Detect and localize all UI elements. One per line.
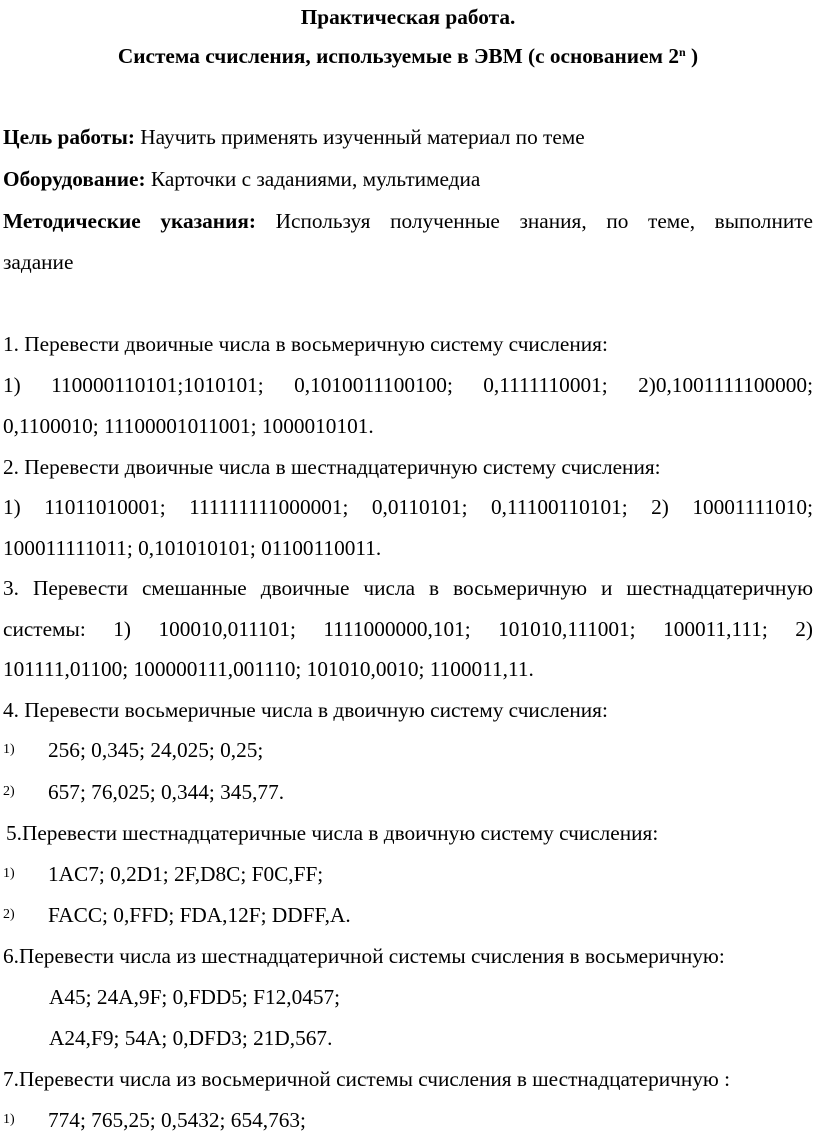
document-title: Практическая работа. xyxy=(300,5,516,29)
task-1-line-1: 1) 110000110101;1010101; 0,1010011100100; 0,1111110001; 2)0,1001111100000; xyxy=(3,373,813,397)
task-4-item-2-number: 2) xyxy=(3,784,15,799)
task-5-title: 5.Перевести шестнадцатеричные числа в двоичную систему счисления: xyxy=(6,821,659,845)
task-4-item-1-number: 1) xyxy=(3,742,15,757)
task-4-item-1: 256; 0,345; 24,025; 0,25; xyxy=(48,738,264,762)
instructions-label: Методические указания: xyxy=(3,209,256,233)
task-5-item-1-number: 1) xyxy=(3,866,15,881)
task-4-item-2: 657; 76,025; 0,344; 345,77. xyxy=(48,780,285,804)
task-7-item-1: 774; 765,25; 0,5432; 654,763; xyxy=(48,1108,306,1132)
task-2-line-2: 100011111011; 0,101010101; 01100110011. xyxy=(3,536,382,560)
task-1-line-2: 0,1100010; 11100001011001; 1000010101. xyxy=(3,414,374,438)
goal-text: Научить применять изученный материал по теме xyxy=(134,125,585,149)
document-subtitle xyxy=(0,43,816,69)
task-4-title: 4. Перевести восьмеричные числа в двоичную систему счисления: xyxy=(3,698,608,722)
task-7-item-1-number: 1) xyxy=(3,1112,15,1127)
task-6-title: 6.Перевести числа из шестнадцатеричной системы счисления в восьмеричную: xyxy=(3,944,725,968)
instructions-text: Используя полученные знания, по теме, выполните xyxy=(255,209,813,233)
instructions-line-2: задание xyxy=(3,250,74,274)
task-6-item-1: A45; 24A,9F; 0,FDD5; F12,0457; xyxy=(49,985,341,1009)
task-5-item-1: 1AC7; 0,2D1; 2F,D8C; F0C,FF; xyxy=(48,862,324,886)
task-3-line-1: системы: 1) 100010,011101; 1111000000,101; 101010,111001; 100011,111; 2) xyxy=(3,617,813,641)
task-5-item-2: FACC; 0,FFD; FDA,12F; DDFF,A. xyxy=(48,903,351,927)
goal-label: Цель работы: xyxy=(3,125,135,149)
equipment-text: Карточки с заданиями, мультимедиа xyxy=(145,167,481,191)
task-3-title: 3. Перевести смешанные двоичные числа в восьмеричную и шестнадцатеричную xyxy=(3,576,813,600)
equipment-label: Оборудование: xyxy=(3,167,146,191)
subtitle-main: Система счисления, используемые в ЭВМ (с основанием 2 xyxy=(117,44,680,68)
equipment-line xyxy=(3,166,813,192)
task-5-item-2-number: 2) xyxy=(3,907,15,922)
task-7-title: 7.Перевести числа из восьмеричной системы счисления в шестнадцатеричную : xyxy=(3,1067,731,1091)
subtitle-superscript: n xyxy=(679,45,686,59)
instructions-line xyxy=(3,208,813,234)
subtitle-end: ) xyxy=(685,44,699,68)
task-1-title: 1. Перевести двоичные числа в восьмеричную систему счисления: xyxy=(3,332,608,356)
goal-line xyxy=(3,124,813,150)
task-2-title: 2. Перевести двоичные числа в шестнадцатеричную систему счисления: xyxy=(3,455,661,479)
task-3-line-2: 101111,01100; 100000111,001110; 101010,0010; 1100011,11. xyxy=(3,657,534,681)
task-6-item-2: A24,F9; 54A; 0,DFD3; 21D,567. xyxy=(49,1026,333,1050)
task-2-line-1: 1) 11011010001; 111111111000001; 0,0110101; 0,11100110101; 2) 10001111010; xyxy=(3,495,813,519)
